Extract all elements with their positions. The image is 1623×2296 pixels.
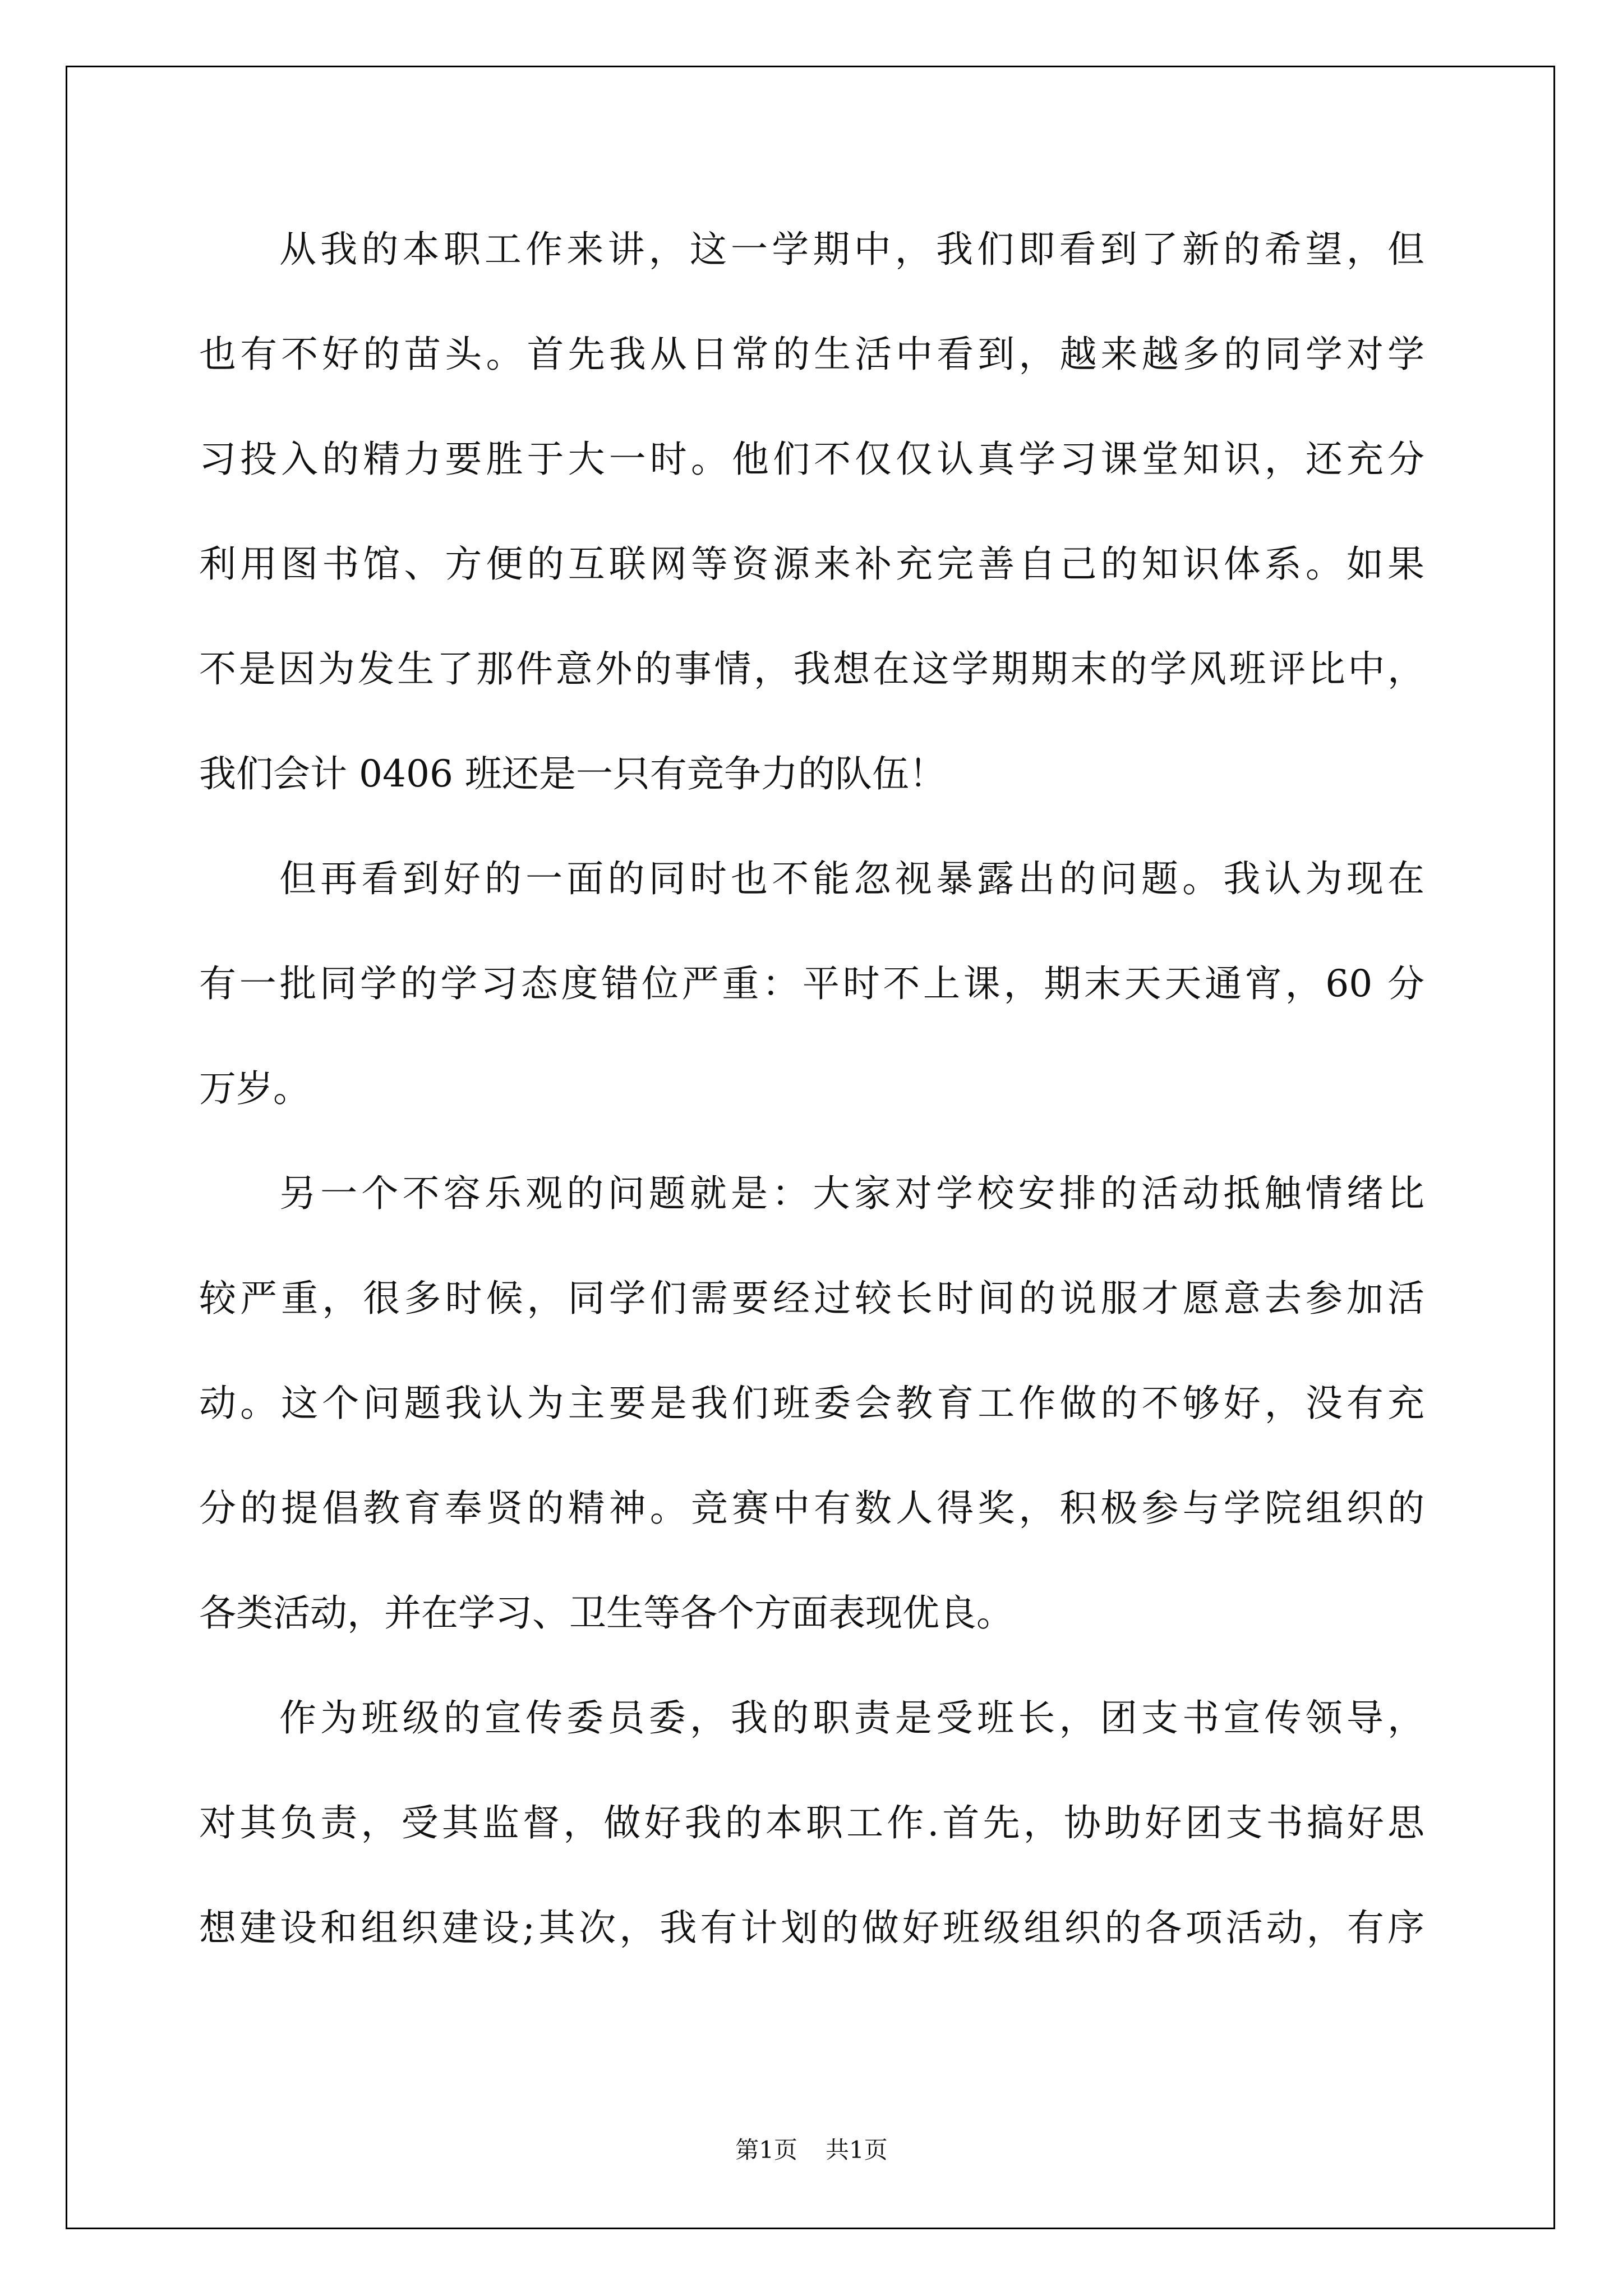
text-line: 有一批同学的学习态度错位严重：平时不上课，期末天天通宵，60 分: [199, 962, 1424, 1005]
text-line: 也有不好的苗头。首先我从日常的生活中看到，越来越多的同学对学: [199, 333, 1424, 376]
text-line: 对其负责，受其监督，做好我的本职工作.首先，协助好团支书搞好思: [199, 1801, 1424, 1844]
page-total: 共1页: [826, 2136, 888, 2164]
text-line: 作为班级的宣传委员委，我的职责是受班长，团支书宣传领导，: [279, 1696, 1424, 1740]
text-line: 另一个不容乐观的问题就是：大家对学校安排的活动抵触情绪比: [279, 1172, 1424, 1215]
text-line: 分的提倡教育奉贤的精神。竞赛中有数人得奖，积极参与学院组织的: [199, 1487, 1424, 1530]
text-line: 不是因为发生了那件意外的事情，我想在这学期期末的学风班评比中，: [199, 647, 1424, 691]
page-number: 第1页: [735, 2136, 797, 2164]
text-line: 各类活动，并在学习、卫生等各个方面表现优良。: [199, 1591, 1013, 1635]
text-line: 但再看到好的一面的同时也不能忽视暴露出的问题。我认为现在: [279, 857, 1424, 900]
text-line: 利用图书馆、方便的互联网等资源来补充完善自己的知识体系。如果: [199, 542, 1424, 586]
text-line: 习投入的精力要胜于大一时。他们不仅仅认真学习课堂知识，还充分: [199, 438, 1424, 481]
text-line: 动。这个问题我认为主要是我们班委会教育工作做的不够好，没有充: [199, 1382, 1424, 1425]
text-line: 较严重，很多时候，同学们需要经过较长时间的说服才愿意去参加活: [199, 1277, 1424, 1320]
text-line: 我们会计 0406 班还是一只有竞争力的队伍！: [199, 752, 946, 795]
document-body: [199, 208, 1424, 1991]
page-footer: [0, 2132, 1623, 2165]
text-line: 万岁。: [199, 1067, 310, 1110]
text-line: 从我的本职工作来讲，这一学期中，我们即看到了新的希望，但: [279, 228, 1424, 271]
text-line: 想建设和组织建设;其次，我有计划的做好班级组织的各项活动，有序: [199, 1906, 1424, 1949]
